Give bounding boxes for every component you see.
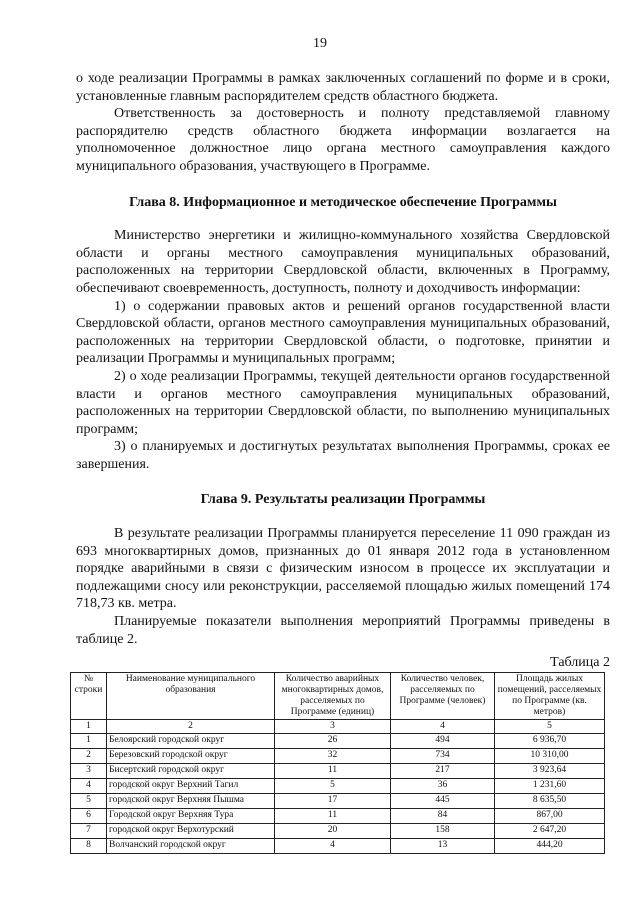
table-cell: Городской округ Верхняя Тура: [107, 808, 275, 823]
column-number: 1: [71, 719, 107, 733]
table-cell: 3 923,64: [495, 763, 605, 778]
table-cell: Белоярский городской округ: [107, 733, 275, 748]
table-cell: 2 647,20: [495, 823, 605, 838]
table-cell: 84: [391, 808, 495, 823]
header-cell: Площадь жилых помещений, расселяемых по Программе (кв. метров): [495, 672, 605, 719]
table-cell: 20: [275, 823, 391, 838]
table-cell: 3: [71, 763, 107, 778]
chapter-8-title: Глава 8. Информационное и методическое обеспечение Программы: [129, 194, 557, 210]
table-cell: 217: [391, 763, 495, 778]
column-number: 5: [495, 719, 605, 733]
column-number: 2: [107, 719, 275, 733]
paragraph: Планируемые показатели выполнения мероприятий Программы приведены в таблице 2.: [76, 614, 610, 647]
table-row: [71, 733, 605, 748]
header-cell: Наименование муниципального образования: [107, 672, 275, 719]
column-number: 3: [275, 719, 391, 733]
table-cell: 444,20: [495, 838, 605, 853]
table-row: [71, 823, 605, 838]
table-caption: Таблица 2: [550, 655, 610, 671]
table-cell: 6: [71, 808, 107, 823]
list-item: 1) о содержании правовых актов и решений органов государственной власти Свердловской области, органов местного самоуправления муниципальных образований, расположенных на территории Свердловской области, о подготовке, принятии и реализации Программы и муниципальных программ;: [76, 298, 610, 367]
header-cell: Количество человек, расселяемых по Программе (человек): [391, 672, 495, 719]
page-number: 19: [313, 36, 327, 51]
table-cell: 4: [71, 778, 107, 793]
paragraph: Ответственность за достоверность и полноту представляемой главному распорядителю средств областного бюджета информации возлагается на уполномоченное должностное лицо органа местного самоуправления каждого муниципального образования, участвующего в Программе.: [76, 106, 610, 174]
table-cell: 1: [71, 733, 107, 748]
table-cell: 4: [275, 838, 391, 853]
results-table: [70, 672, 605, 854]
table-cell: 11: [275, 763, 391, 778]
table-cell: 32: [275, 748, 391, 763]
header-cell: № строки: [71, 672, 107, 719]
table-cell: городской округ Верхняя Пышма: [107, 793, 275, 808]
table-cell: 734: [391, 748, 495, 763]
table-cell: 13: [391, 838, 495, 853]
table-cell: 445: [391, 793, 495, 808]
document-body: [76, 70, 610, 854]
table-row: [71, 808, 605, 823]
table-cell: Березовский городской округ: [107, 748, 275, 763]
table-cell: 5: [71, 793, 107, 808]
table-cell: 7: [71, 823, 107, 838]
paragraph: о ходе реализации Программы в рамках заключенных соглашений по форме и в сроки, установленные главным распорядителем средств областного бюджета.: [76, 71, 610, 104]
table-body: [71, 733, 605, 853]
table-cell: Волчанский городской округ: [107, 838, 275, 853]
list-item: 2) о ходе реализации Программы, текущей деятельности органов государственной власти и органов местного самоуправления муниципальных образований, расположенных на территории Свердловской области, по выполнению муниципальных программ;: [76, 368, 610, 437]
table-cell: 158: [391, 823, 495, 838]
header-cell: Количество аварийных многоквартирных домов, расселяемых по Программе (единиц): [275, 672, 391, 719]
table-header-row: [71, 672, 605, 719]
paragraph: В результате реализации Программы планируется переселение 11 090 граждан из 693 многоквартирных домов, признанных до 01 января 2012 года в установленном порядке аварийными в связи с физическим износом в процессе их эксплуатации и подлежащими сносу или реконструкции, расселяемой площадью жилых помещений 174 718,73 кв. метра.: [76, 526, 610, 612]
table-row: [71, 793, 605, 808]
paragraph: Министерство энергетики и жилищно-коммунального хозяйства Свердловской области и органы местного самоуправления муниципальных образований, расположенных на территории Свердловской области, включенных в Программу, обеспечивают своевременность, доступность, полноту и доходчивость информации:: [76, 228, 610, 296]
table-cell: 6 936,70: [495, 733, 605, 748]
column-number: 4: [391, 719, 495, 733]
table-cell: 10 310,00: [495, 748, 605, 763]
table-cell: 8: [71, 838, 107, 853]
table-cell: 2: [71, 748, 107, 763]
chapter-9-title: Глава 9. Результаты реализации Программы: [200, 492, 486, 508]
table-cell: городской округ Верхний Тагил: [107, 778, 275, 793]
table-cell: 36: [391, 778, 495, 793]
table-cell: 11: [275, 808, 391, 823]
table-row: [71, 838, 605, 853]
table-cell: Бисертский городской округ: [107, 763, 275, 778]
table-cell: 26: [275, 733, 391, 748]
table-cell: 867,00: [495, 808, 605, 823]
table-cell: городской округ Верхотурский: [107, 823, 275, 838]
table-cell: 8 635,50: [495, 793, 605, 808]
table-row: [71, 763, 605, 778]
table-row: [71, 748, 605, 763]
table-cell: 1 231,60: [495, 778, 605, 793]
list-item: 3) о планируемых и достигнутых результатах выполнения Программы, сроках ее завершения.: [76, 439, 610, 472]
column-number-row: [71, 719, 605, 733]
table-cell: 17: [275, 793, 391, 808]
table-cell: 5: [275, 778, 391, 793]
table-row: [71, 778, 605, 793]
table-cell: 494: [391, 733, 495, 748]
